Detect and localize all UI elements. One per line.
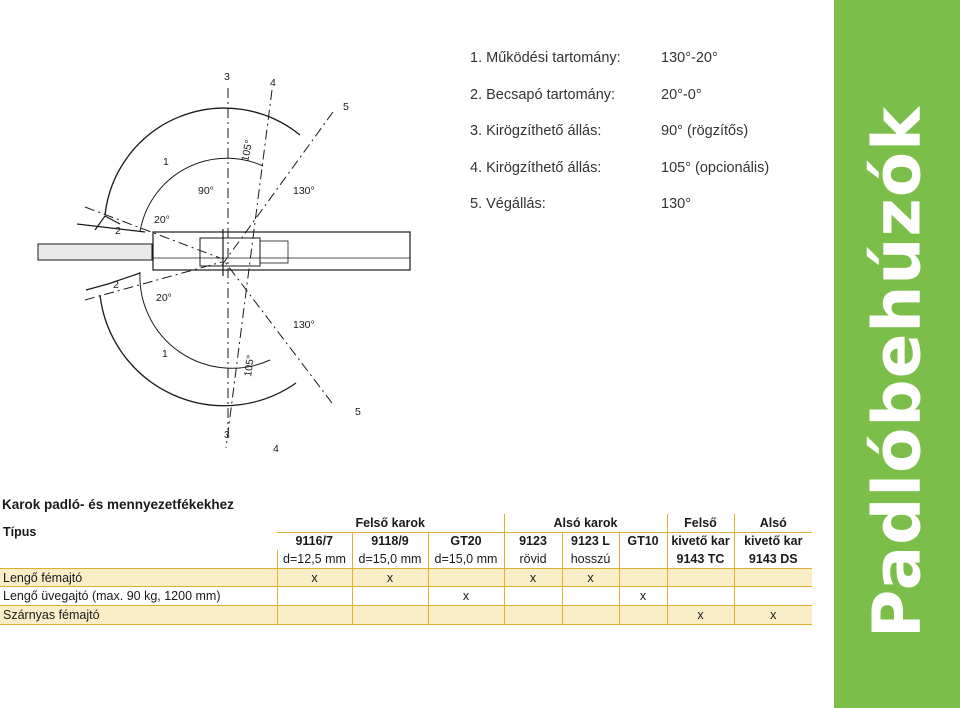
label-5-top: 5	[343, 101, 349, 113]
spec-cell: hosszú	[562, 550, 619, 568]
label-90: 90°	[198, 185, 214, 197]
label-105-bottom: 105°	[242, 354, 257, 378]
mark-cell	[619, 568, 667, 587]
model-header: 9118/9	[352, 532, 428, 550]
label-1-bottom: 1	[162, 348, 168, 360]
type-header: Típus	[3, 525, 37, 540]
legend-value: 105° (opcionális)	[661, 159, 770, 176]
legend-value: 20°-0°	[661, 86, 702, 103]
model-header: GT20	[428, 532, 504, 550]
table-row	[0, 587, 812, 606]
table-row	[0, 568, 812, 587]
mark-cell: x	[504, 568, 562, 587]
legend-label: 3. Kirögzíthető állás:	[470, 123, 602, 139]
label-20-bottom: 20°	[156, 292, 172, 304]
group-lower-ext: Alsó	[734, 514, 812, 532]
row-name: Lengő üvegajtó (max. 90 kg, 1200 mm)	[0, 587, 277, 606]
mark-cell	[734, 587, 812, 606]
mark-cell	[428, 568, 504, 587]
legend-label: 1. Működési tartomány:	[470, 50, 621, 66]
group-upper-arms: Felső karok	[277, 514, 504, 532]
arm-left	[38, 244, 152, 260]
mark-cell	[428, 605, 504, 624]
row-name: Szárnyas fémajtó	[0, 605, 277, 624]
row-name: Lengő fémajtó	[0, 568, 277, 587]
closer-body	[153, 232, 410, 270]
mark-cell	[667, 568, 734, 587]
mark-cell	[352, 587, 428, 606]
spec-cell: 9143 TC	[667, 550, 734, 568]
door-closer-angle-diagram	[0, 0, 460, 470]
model-header: kivető kar	[734, 532, 812, 550]
spec-cell: d=12,5 mm	[277, 550, 352, 568]
mark-cell	[504, 605, 562, 624]
label-5-bottom: 5	[355, 406, 361, 418]
legend-value: 90° (rögzítős)	[661, 123, 749, 139]
label-2-bottom: 2	[113, 279, 119, 291]
label-20-top: 20°	[154, 214, 170, 226]
mark-cell	[277, 587, 352, 606]
model-header: 9123 L	[562, 532, 619, 550]
mark-cell	[277, 605, 352, 624]
label-3-bottom: 3	[224, 429, 230, 441]
legend-label: 4. Kirögzíthető állás:	[470, 159, 602, 176]
mark-cell: x	[619, 587, 667, 606]
mark-cell: x	[667, 605, 734, 624]
legend-label: 2. Becsapó tartomány:	[470, 86, 616, 103]
spec-cell: 9143 DS	[734, 550, 812, 568]
model-header: GT10	[619, 532, 667, 550]
mark-cell: x	[734, 605, 812, 624]
label-105-top: 105°	[239, 138, 256, 163]
mark-cell	[562, 605, 619, 624]
label-4-bottom: 4	[273, 443, 279, 455]
mark-cell: x	[428, 587, 504, 606]
mark-cell	[562, 587, 619, 606]
model-header: 9123	[504, 532, 562, 550]
legend-value: 130°	[661, 196, 691, 212]
table-title: Karok padló- és mennyezetfékekhez	[2, 497, 234, 512]
mark-cell	[734, 568, 812, 587]
mark-cell	[352, 605, 428, 624]
mark-cell: x	[352, 568, 428, 587]
compatibility-table	[0, 514, 812, 625]
label-2-top: 2	[115, 225, 121, 237]
spec-cell: d=15,0 mm	[428, 550, 504, 568]
spec-cell	[619, 550, 667, 568]
model-header: kivető kar	[667, 532, 734, 550]
spec-cell: d=15,0 mm	[352, 550, 428, 568]
table-row	[0, 605, 812, 624]
group-lower-arms: Alsó karok	[504, 514, 667, 532]
arc-130-bottom	[100, 295, 296, 406]
model-header: 9116/7	[295, 534, 334, 549]
label-3-top: 3	[224, 71, 230, 83]
legend-value: 130°-20°	[661, 50, 718, 66]
label-130-bottom: 130°	[293, 319, 315, 331]
mark-cell	[619, 605, 667, 624]
category-sidebar	[834, 0, 960, 708]
mark-cell: x	[277, 568, 352, 587]
mark-cell: x	[562, 568, 619, 587]
label-1-top: 1	[163, 156, 169, 168]
arc-105-bottom	[140, 272, 270, 368]
category-title: Padlóbehúzók	[858, 106, 936, 638]
group-upper-ext: Felső	[667, 514, 734, 532]
mark-cell	[667, 587, 734, 606]
mark-cell	[504, 587, 562, 606]
label-130-top: 130°	[293, 185, 315, 197]
label-4-top: 4	[270, 77, 276, 89]
legend-label: 5. Végállás:	[470, 196, 546, 212]
spec-cell: rövid	[504, 550, 562, 568]
